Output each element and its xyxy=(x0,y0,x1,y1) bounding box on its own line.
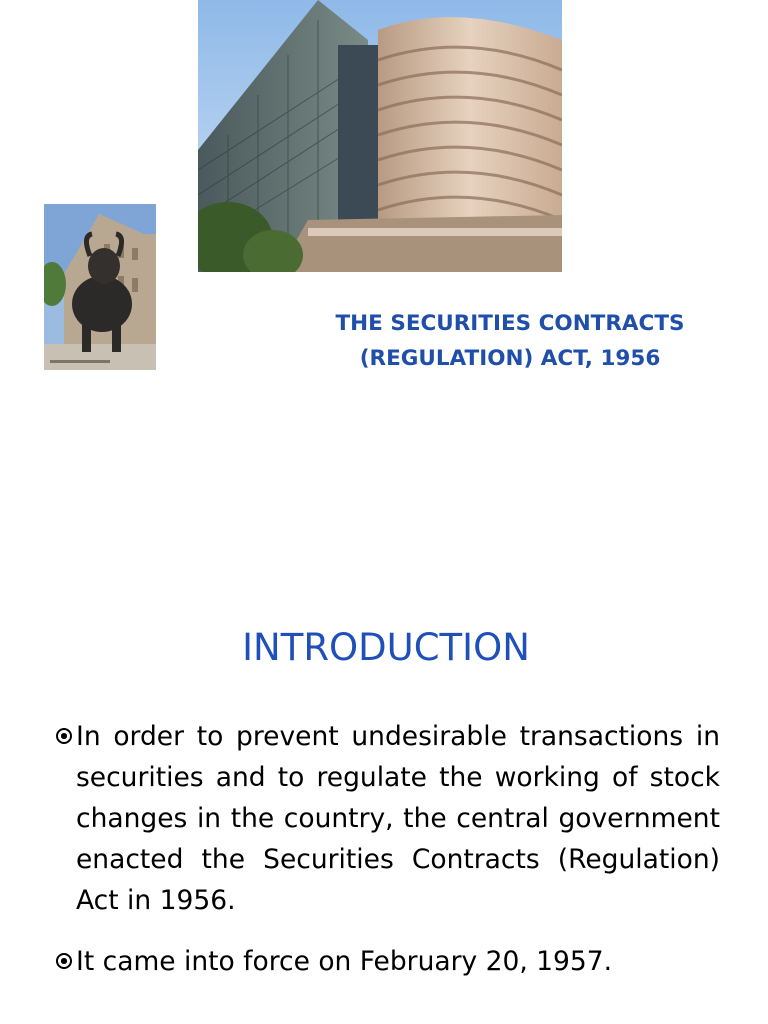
bullet-item xyxy=(56,941,720,982)
slide-heading: INTRODUCTION xyxy=(242,626,530,669)
bullet-text: In order to prevent undesirable transactions in securities and to regulate the working of stock changes in the country, the central government enacted the Securities Contracts (Regulation) Act in 1956. xyxy=(76,721,720,916)
bullet-circle-icon xyxy=(56,953,72,969)
title-line-1: THE SECURITIES CONTRACTS xyxy=(335,311,685,336)
bull-statue-photo xyxy=(44,204,156,370)
bullet-item xyxy=(56,716,720,921)
building-photo xyxy=(198,0,562,272)
bullet-circle-icon xyxy=(56,728,72,744)
bullet-text: It came into force on February 20, 1957. xyxy=(76,946,613,977)
bullet-list xyxy=(56,716,720,1002)
slide-introduction xyxy=(0,512,768,1024)
title-line-2: (REGULATION) ACT, 1956 xyxy=(359,346,661,371)
slide-title-text xyxy=(300,306,720,376)
